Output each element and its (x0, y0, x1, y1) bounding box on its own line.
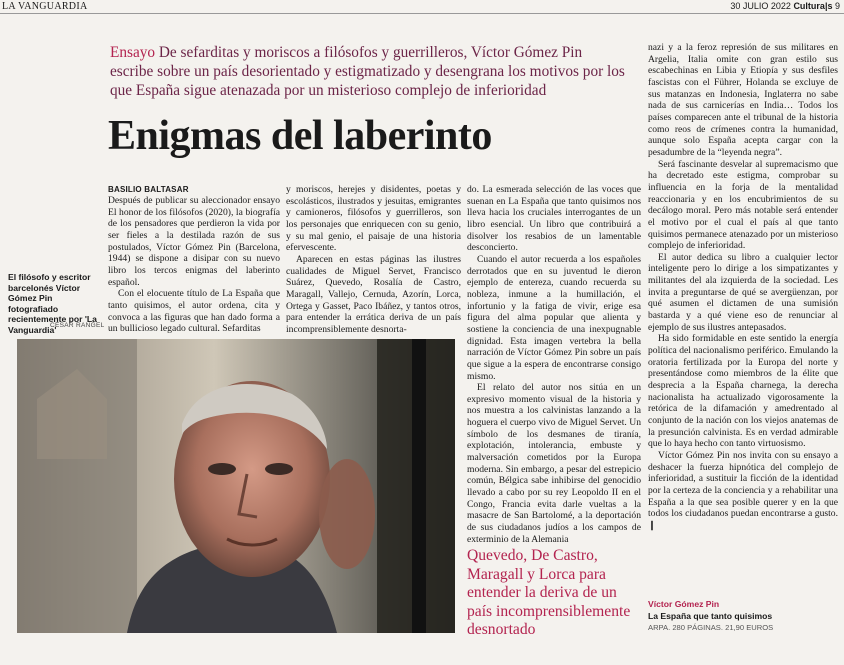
paragraph: Ha sido formidable en este sentido la energía política del nacionalismo periférico. Emulando la oratoria fertilizada por la Europa del norte y presentándose como miembros de la élite que desprecia a la España charnega, la derecha nacionalista ha actualizado vigorosamente la retórica de la difamación y amedrentado al conjunto de la nación con los viejos anatemas de la presunción calvinista. Es en verdad admirable que lo haya hecho con tanto virtuosismo. (648, 333, 838, 450)
article-lead (110, 43, 625, 100)
paragraph: Cuando el autor recuerda a los españoles derrotados que en su juventud le dieron ejemplo de entereza, cuando recuerda su nobleza, inmune a la humillación, el infortunio y la fatiga de vivir, erige esa figura del alma popular que alienta y sostiene la conciencia de una inexpugnable dignidad. Esta imagen vertebra la bella narración de Víctor Gómez Pin sobre un país que sigue a la espera de encontrarse consigo mismo. (467, 253, 641, 382)
paragraph: El autor dedica su libro a cualquier lector inteligente pero lo dirige a los simpatizantes y militantes del ala izquierda de la sociedad. Les invita a preguntarse de qué se avergüenzan, por qué asumen el dictamen de una sumisión bastarda y a qué viene eso de renunciar al ejemplo de sus ilustres antepasados. (648, 251, 838, 333)
paragraph: El relato del autor nos sitúa en un expresivo momento visual de la historia y nos muestra a los calvinistas lanzando a la hoguera el cuerpo vivo de Miguel Servet. Un símbolo de los desmanes de tiranía, explotación, intolerancia, embuste y malversación cometidos por la Europa moderna. Sin embargo, a pesar del estrepicio común, Bélgica sabe inhibirse del genocidio llevado a cabo por su rey Leopoldo II en el Congo, Francia evita darle vueltas a la masacre de San Bartolomé, a la deportación de sus ciudadanos judíos a los campos de exterminio de la Alemania (467, 382, 641, 545)
page-header (0, 0, 844, 14)
paragraph: y moriscos, herejes y disidentes, poetas y escolásticos, ilustrados y jesuitas, emigrantes y camioneros, filósofos y guerrilleros, son los personajes que enriquecen con su genio, y su mal genio, el paisaje de una historia efervescente. (286, 184, 461, 254)
header-rule (0, 13, 844, 14)
byline: BASILIO BALTASAR (108, 185, 189, 194)
paragraph: Víctor Gómez Pin nos invita con su ensayo a deshacer la fuerza hipnótica del complejo de inferioridad, a sustituir la ficción de la identidad por la certeza de la conciencia y a rehabilitar una España a la que sea posible querer y en la que todos los ciudadanos puedan encontrarse a gusto. ❙ (648, 449, 838, 531)
book-info (648, 598, 838, 633)
book-title: La España que tanto quisimos (648, 611, 773, 621)
portrait-illustration (17, 339, 455, 633)
paragraph: nazi y a la feroz represión de sus militares en Argelia, Italia omite con gran estilo sus escabechinas en Libia y Etiopía y sus desfiles fascistas con el Führer, Holanda se excluye de sus matanzas en Indonesia, Inglaterra no sabe nada de sus carnicerías en India… Todos los países comparecen ante el tribunal de la historia como reos de crímenes contra la humanidad, aunque solo España acepta cargar con la pesadumbre de la “leyenda negra”. (648, 42, 838, 158)
paragraph: Será fascinante desvelar al supremacismo que ha decretado este estigma, comprobar su influencia en la forja de la mentalidad reaccionaria y en los encubrimientos de su decálogo moral. Pero más notable será entender el motivo por el cual el país al que tanto quisimos permanece atenazado por un misterioso complejo de inferioridad. (648, 158, 838, 252)
book-meta: ARPA. 280 PÁGINAS. 21,90 EUROS (648, 623, 774, 632)
body-column-3 (467, 184, 641, 545)
photo-caption: El filósofo y escritor barcelonés Víctor Gómez Pin fotografiado recientemente por 'La Vanguardia' (8, 272, 97, 335)
book-author: Víctor Gómez Pin (648, 599, 720, 609)
author-photo (17, 339, 455, 633)
section-tag: Ensayo (110, 44, 156, 61)
article-title: Enigmas del laberinto (108, 113, 492, 159)
paragraph: Con el elocuente título de La España que tanto quisimos, el autor ordena, cita y convoca a las figuras que han dado forma a un bullicioso legado cultural. Sefarditas (108, 288, 280, 335)
body-column-2 (286, 184, 461, 336)
page-folio (730, 1, 840, 11)
issue-date: 30 JULIO 2022 (730, 1, 791, 11)
photo-credit: CÉSAR RANGEL (50, 322, 105, 329)
body-column-4 (648, 42, 838, 532)
paragraph: do. La esmerada selección de las voces que suenan en La España que tanto quisimos nos lleva hacia los cruciales interrogantes de un libro esencial. Un libro que contribuirá a disolver los resabios de un lamentable desconcierto. (467, 184, 641, 254)
body-column-1 (108, 184, 280, 335)
publication-name: LA VANGUARDIA (2, 1, 88, 12)
lead-text: De sefarditas y moriscos a filósofos y guerrilleros, Víctor Gómez Pin escribe sobre un país desorientado y estigmatizado y desengrana los motivos por los que España sigue atenazada por un misterioso complejo de inferioridad (110, 44, 625, 99)
section-name: Cultura|s (793, 1, 833, 11)
pull-quote: Quevedo, De Castro, Maragall y Lorca para entender la deriva de un país incomprensiblemente desnortado (467, 547, 631, 638)
paragraph: Después de publicar su aleccionador ensayo El honor de los filósofos (2020), la biografía de los pensadores que perdieron la vida por ser fieles a la destilada razón de sus postulados, Víctor Gómez Pin (Barcelona, 1944) se dispone a disipar con su nuevo libro los tercos enigmas del laberinto español. (108, 195, 280, 288)
page-number: 9 (834, 1, 840, 11)
paragraph: Aparecen en estas páginas las ilustres cualidades de Miguel Servet, Francisco Suárez, Quevedo, Rosalía de Castro, Maragall, Vallejo, Cernuda, Azorín, Lorca, Ortega y Gasset, Paco Ibáñez, y tantos otros, para entender la errática deriva de un país incomprensiblemente desnorta- (286, 253, 461, 335)
